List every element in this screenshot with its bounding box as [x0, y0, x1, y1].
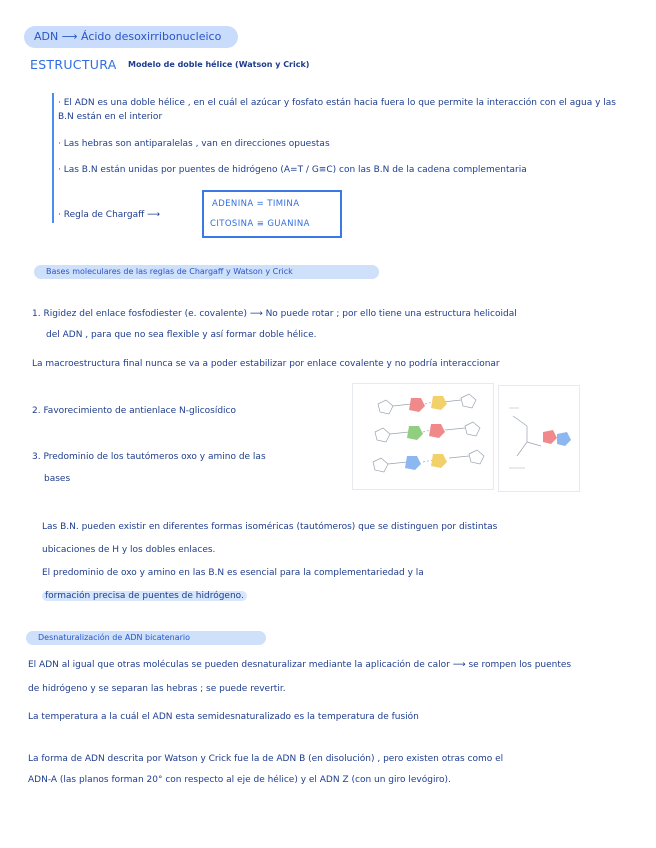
bullet-hydrogen-bonds: · Las B.N están unidas por puentes de hidrógeno (A=T / G≡C) con las B.N de la cadena complementaria — [58, 165, 527, 175]
oxo-amino-paragraph-line2 — [42, 589, 247, 603]
macrostructure-note: La macroestructura final nunca se va a poder estabilizar por enlace covalente y no podría interaccionar — [32, 359, 500, 369]
item-rigidity-line2: del ADN , para que no sea flexible y así formar doble hélice. — [46, 330, 317, 340]
hydrogen-bond-highlight: formación precisa de puentes de hidrógeno. — [42, 591, 247, 601]
section-heading-denaturation: Desnaturalización de ADN bicatenario — [26, 631, 266, 645]
model-subtitle: Modelo de doble hélice (Watson y Crick) — [128, 60, 310, 69]
base-pairs-figure — [352, 383, 494, 490]
tautomers-paragraph-line1: Las B.N. pueden existir en diferentes formas isoméricas (tautómeros) que se distinguen por distintas — [42, 522, 498, 532]
dna-forms-line2: ADN-A (las planos forman 20° con respecto al eje de hélice) y el ADN Z (con un giro levógiro). — [28, 775, 451, 785]
dna-forms-line1: La forma de ADN descrita por Watson y Crick fue la de ADN B (en disolución) , pero existen otras como el — [28, 754, 504, 764]
chargaff-line-cg: CITOSINA ≡ GUANINA — [210, 219, 310, 229]
melting-temperature-note: La temperatura a la cuál el ADN esta semidesnaturalizado es la temperatura de fusión — [28, 712, 419, 722]
item-n-glycosidic: 2. Favorecimiento de antienlace N-glicosídico — [32, 406, 237, 416]
denaturation-line1: El ADN al igual que otras moléculas se pueden desnaturalizar mediante la aplicación de calor ⟶ se rompen los puentes — [28, 660, 572, 670]
denaturation-line2: de hidrógeno y se separan las hebras ; se puede revertir. — [28, 684, 286, 694]
bullet-double-helix: · El ADN es una doble hélice , en el cuál el azúcar y fosfato están hacia fuera lo que permite la interacción con el agua y las B.N están en el interior — [58, 98, 616, 122]
item-tautomers-line1: 3. Predominio de los tautómeros oxo y amino de las — [32, 452, 266, 462]
item-tautomers-line2: bases — [44, 474, 71, 484]
chargaff-rule-box — [202, 190, 342, 238]
tautomers-paragraph-line2: ubicaciones de H y los dobles enlaces. — [42, 545, 216, 555]
section-heading-bases: Bases moleculares de las reglas de Chargaff y Watson y Crick — [34, 265, 379, 279]
oxo-amino-paragraph-line1: El predominio de oxo y amino en las B.N es esencial para la complementariedad y la — [42, 568, 424, 578]
chargaff-line-at: ADENINA = TIMINA — [212, 199, 300, 209]
bullet-antiparallel: · Las hebras son antiparalelas , van en direcciones opuestas — [58, 139, 330, 149]
item-rigidity-line1: 1. Rigidez del enlace fosfodiester (e. covalente) ⟶ No puede rotar ; por ello tiene una estructura helicoidal — [32, 309, 517, 319]
base-pairs-diagram — [353, 384, 493, 489]
tautomer-diagram — [499, 386, 579, 491]
section-heading-estructura: ESTRUCTURA — [30, 57, 117, 72]
page-title: ADN ⟶ Ácido desoxirribonucleico — [24, 26, 238, 48]
bullet-chargaff: · Regla de Chargaff ⟶ — [58, 210, 161, 220]
tautomer-figure — [498, 385, 580, 492]
bullet-divider — [52, 93, 54, 223]
